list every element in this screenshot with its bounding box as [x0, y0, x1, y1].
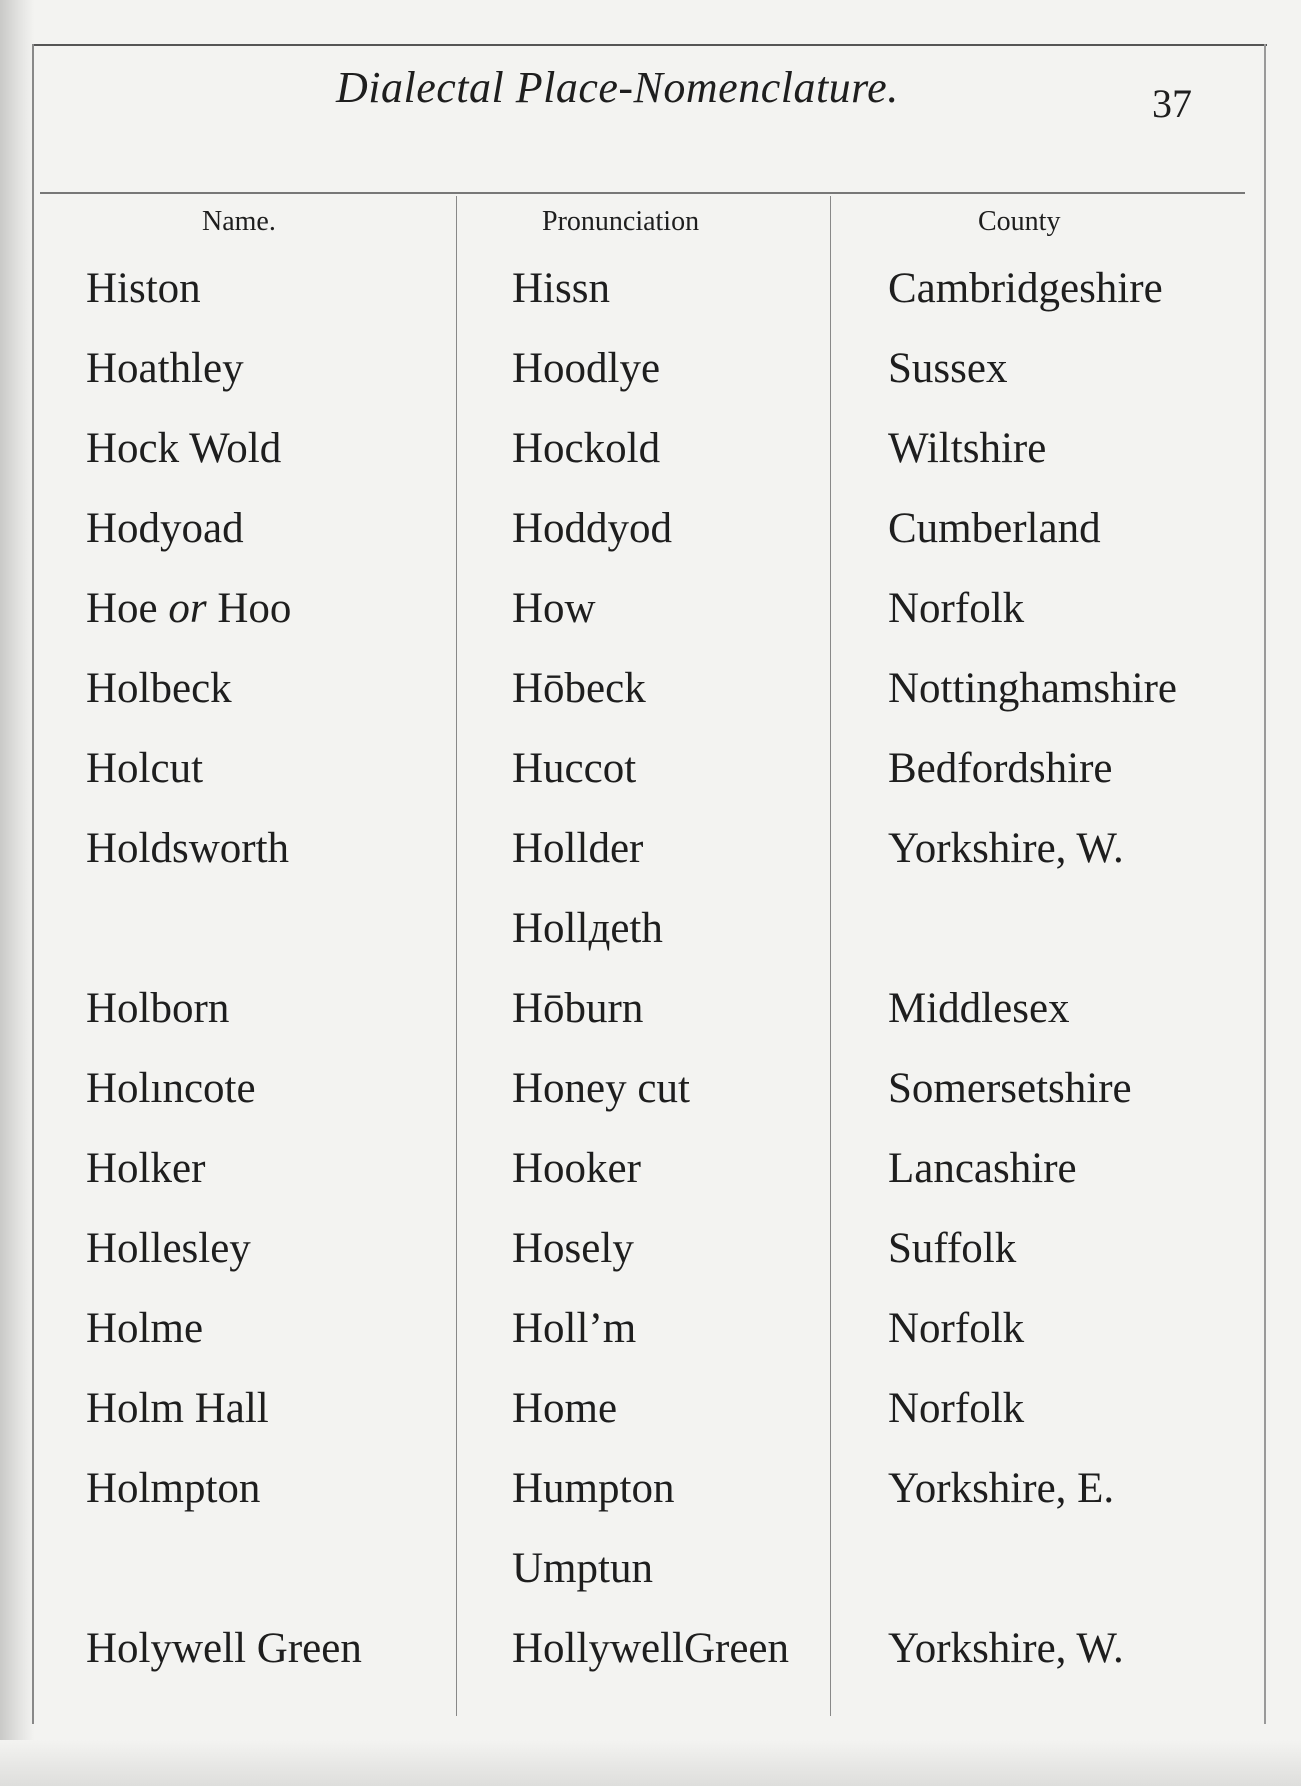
table-row [0, 816, 1301, 896]
table-row [0, 496, 1301, 576]
county-cell: Lancashire [888, 1145, 1077, 1192]
pronunciation-cell: Huccot [512, 745, 637, 792]
pronunciation-cell: HollywellGreen [512, 1625, 790, 1672]
table-row [0, 976, 1301, 1056]
name-part-a: Hoe [86, 585, 158, 632]
table-row [0, 336, 1301, 416]
county-cell: Suffolk [888, 1225, 1017, 1272]
county-cell: Norfolk [888, 1305, 1025, 1352]
pronunciation-cell: Hōbeck [512, 665, 646, 712]
name-cell: Hoathley [86, 345, 244, 392]
name-cell: Hollesley [86, 1225, 251, 1272]
pronunciation-cell: How [512, 585, 596, 632]
table-row [0, 1376, 1301, 1456]
county-cell: Yorkshire, E. [888, 1465, 1115, 1512]
table-row [0, 1136, 1301, 1216]
top-rule [32, 44, 1267, 46]
pronunciation-cell: Humpton [512, 1465, 675, 1512]
table-body [0, 256, 1301, 1696]
name-cell: Holcut [86, 745, 204, 792]
pronunciation-cell: Hissn [512, 265, 610, 312]
pronunciation-cell: Umptun [512, 1545, 653, 1592]
name-cell: Holmpton [86, 1465, 261, 1512]
name-cell: Holker [86, 1145, 206, 1192]
name-cell: Holdsworth [86, 825, 290, 872]
column-header-name: Name. [202, 206, 276, 237]
name-cell: Histon [86, 265, 201, 312]
county-cell: Cambridgeshire [888, 265, 1163, 312]
page-number: 37 [1152, 81, 1192, 126]
county-cell: Yorkshire, W. [888, 825, 1124, 872]
county-cell: Middlesex [888, 985, 1070, 1032]
pronunciation-cell: Hooker [512, 1145, 641, 1192]
county-cell: Sussex [888, 345, 1008, 392]
pronunciation-cell: Hoddyod [512, 505, 673, 552]
page-bottom-shadow [0, 1740, 1301, 1786]
name-cell: Hodyoad [86, 505, 244, 552]
column-header-county: County [978, 206, 1061, 237]
table-row [0, 256, 1301, 336]
county-cell: Wiltshire [888, 425, 1047, 472]
table-row [0, 656, 1301, 736]
running-title: Dialectal Place-Nomenclature. [336, 63, 899, 112]
county-cell: Somersetshire [888, 1065, 1132, 1112]
table-row [0, 416, 1301, 496]
pronunciation-cell: Home [512, 1385, 618, 1432]
table-row [0, 1616, 1301, 1696]
name-cell: Holywell Green [86, 1625, 362, 1672]
pronunciation-cell: Hockold [512, 425, 661, 472]
pronunciation-cell: Hollдeth [512, 905, 663, 952]
name-cell [86, 584, 291, 633]
table-row [0, 1056, 1301, 1136]
name-cell: Holborn [86, 985, 230, 1032]
column-header-pronunciation: Pronunciation [542, 206, 700, 237]
header-rule [40, 192, 1245, 194]
table-row [0, 576, 1301, 656]
table-row [0, 1216, 1301, 1296]
name-conjunction: or [168, 585, 207, 632]
county-cell: Yorkshire, W. [888, 1625, 1124, 1672]
table-row [0, 896, 1301, 976]
county-cell: Norfolk [888, 1385, 1025, 1432]
name-cell: Hock Wold [86, 425, 282, 472]
name-cell: Holme [86, 1305, 204, 1352]
pronunciation-cell: Hōburn [512, 985, 644, 1032]
pronunciation-cell: Hosely [512, 1225, 634, 1272]
name-part-b: Hoo [217, 585, 292, 632]
pronunciation-cell: Honey cut [512, 1065, 690, 1112]
county-cell: Cumberland [888, 505, 1101, 552]
table-row [0, 1536, 1301, 1616]
pronunciation-cell: Hoodlye [512, 345, 661, 392]
county-cell: Nottinghamshire [888, 665, 1178, 712]
name-cell: Holıncote [86, 1065, 256, 1112]
county-cell: Bedfordshire [888, 745, 1113, 792]
table-row [0, 736, 1301, 816]
pronunciation-cell: Holl’m [512, 1305, 637, 1352]
county-cell: Norfolk [888, 585, 1025, 632]
pronunciation-cell: Hollder [512, 825, 644, 872]
table-row [0, 1456, 1301, 1536]
name-cell: Holbeck [86, 665, 232, 712]
name-cell: Holm Hall [86, 1385, 269, 1432]
table-row [0, 1296, 1301, 1376]
